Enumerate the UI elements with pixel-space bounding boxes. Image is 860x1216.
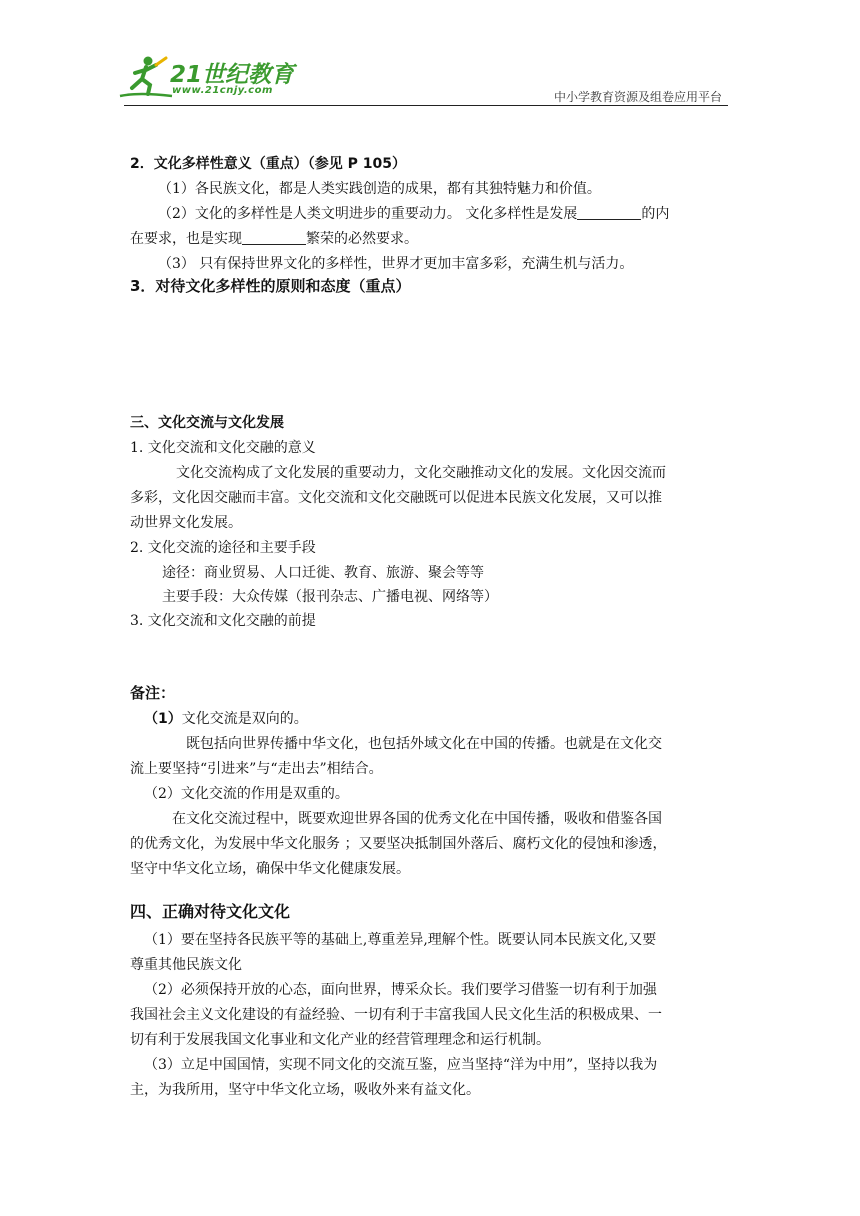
platform-name: 中小学教育资源及组卷应用平台 [553,90,722,104]
item-2-means: 主要手段：大众传媒（报刊杂志、广播电视、网络等） [162,589,498,605]
note-2-line-b: 的优秀文化，为发展中华文化服务 ；又要坚决抵制国外落后、腐朽文化的侵蚀和渗透， [130,836,667,852]
fill-blank-2[interactable] [242,230,306,245]
s2-point-2-cont [130,229,418,249]
s2-point-2 [158,204,669,224]
fill-blank-1[interactable] [577,205,641,220]
section-2-title: 2．文化多样性意义（重点）（参见 P 105） [130,156,406,172]
s4-point-1a: （1）要在坚持各民族平等的基础上,尊重差异,理解个性。既要认同本民族文化,又要 [144,932,657,948]
note-2-line-a: 在文化交流过程中，既要欢迎世界各国的优秀文化在中国传播，吸收和借鉴各国 [172,811,662,827]
item-1-line-b: 多彩，文化因交融而丰富。文化交流和文化交融既可以促进本民族文化发展，又可以推 [130,490,662,506]
s2-point-2-text-end: 的内 [641,206,670,222]
section-3-title: 3．对待文化多样性的原则和态度（重点） [130,277,411,295]
note-1-number: （1） [144,711,182,727]
s4-point-1b: 尊重其他民族文化 [130,957,242,973]
item-1-line-a: 文化交流构成了文化发展的重要动力，文化交融推动文化的发展。文化因交流而 [176,465,666,481]
runner-logo-icon [118,52,174,102]
s2-point-3: （3） 只有保持世界文化的多样性，世界才更加丰富多彩，充满生机与活力。 [158,256,634,272]
note-1-text: 文化交流是双向的。 [181,711,308,727]
notes-title: 备注： [130,684,176,702]
section-four-title: 四、正确对待文化文化 [130,902,291,921]
s4-point-3a: （3）立足中国国情，实现不同文化的交流互鉴，应当坚持“洋为中用”，坚持以我为 [144,1057,658,1073]
item-2: 2. 文化交流的途径和主要手段 [130,540,316,556]
item-1: 1. 文化交流和文化交融的意义 [130,440,316,456]
logo-url: www.21cnjy.com [172,85,273,96]
note-2-line-c: 坚守中华文化立场，确保中华文化健康发展。 [130,861,410,877]
logo [118,52,298,104]
item-2-routes: 途径：商业贸易、人口迁徙、教育、旅游、聚会等等 [162,565,484,581]
section-three-title: 三、文化交流与文化发展 [130,415,284,431]
item-3: 3. 文化交流和文化交融的前提 [130,613,316,629]
s2-point-2c-text: 在要求，也是实现 [130,231,242,247]
header-divider [124,105,728,106]
s4-point-2c: 切有利于发展我国文化事业和文化产业的经营管理理念和运行机制。 [130,1032,550,1048]
s4-point-2b: 我国社会主义文化建设的有益经验、一切有利于丰富我国人民文化生活的积极成果、一 [130,1007,662,1023]
page-header [0,0,860,110]
logo-text: 21世纪教育 [170,62,295,88]
note-1-line-a: 既包括向世界传播中华文化，也包括外域文化在中国的传播。也就是在文化交 [186,736,662,752]
s4-point-2a: （2）必须保持开放的心态，面向世界，博采众长。我们要学习借鉴一切有利于加强 [144,982,657,998]
s2-point-1: （1）各民族文化，都是人类实践创造的成果，都有其独特魅力和价值。 [158,181,601,197]
note-1-line-b: 流上要坚持“引进来”与“走出去”相结合。 [130,761,383,777]
note-1 [144,709,308,729]
item-1-line-c: 动世界文化发展。 [130,515,242,531]
s4-point-3b: 主，为我所用，坚守中华文化立场，吸收外来有益文化。 [130,1082,480,1098]
note-2: （2）文化交流的作用是双重的。 [144,786,349,802]
s2-point-2d-text: 繁荣的必然要求。 [306,231,418,247]
s2-point-2-text: （2）文化的多样性是人类文明进步的重要动力。 文化多样性是发展 [158,206,578,222]
